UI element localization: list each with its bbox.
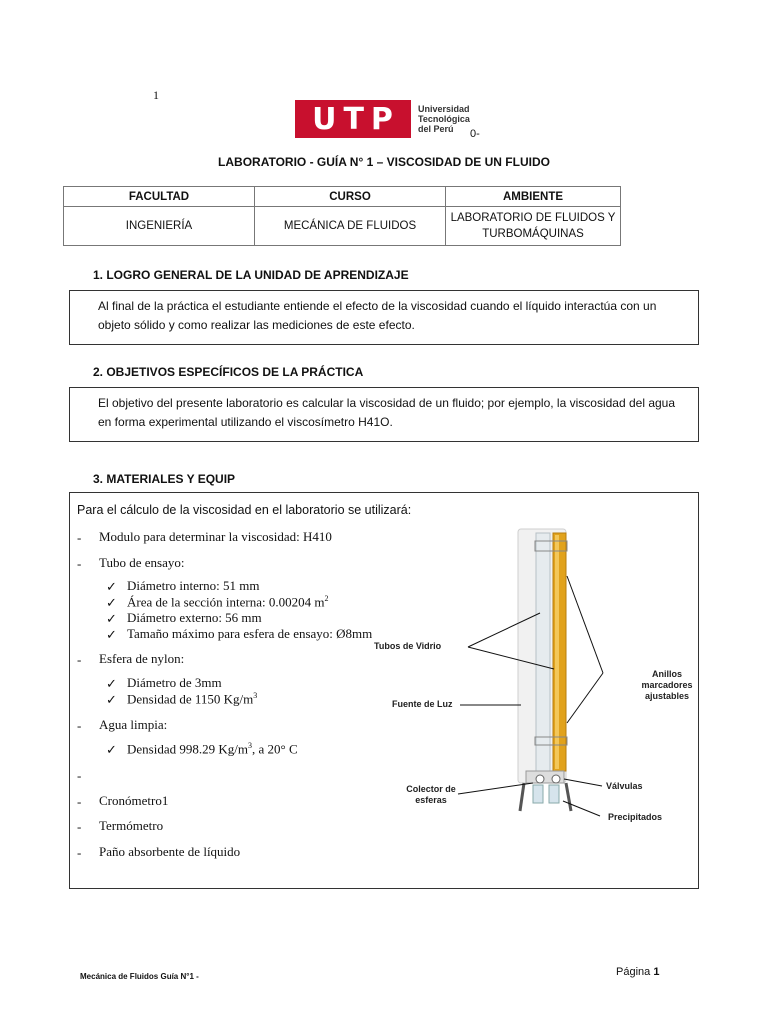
agua-sub-1: Densidad 998.29 $Kg/m^3$, a 20° C (127, 741, 298, 757)
glass-tube-oil (553, 533, 566, 771)
label-valvulas: Válvulas (606, 781, 643, 791)
label-tubos: Tubos de Vidrio (374, 641, 442, 651)
document-title: LABORATORIO - GUÍA N° 1 – VISCOSIDAD DE UN FLUIDO (218, 155, 550, 169)
header-ambiente: AMBIENTE (446, 187, 621, 207)
esfera-sub-1: Diámetro de 3mm (127, 675, 222, 690)
check-icon: ✓ (106, 579, 117, 594)
section1-box: Al final de la práctica el estudiante entiende el efecto de la viscosidad cuando el líquido interactúa con un objeto sólido y como realizar las mediciones de este efecto. (69, 290, 699, 345)
check-icon: ✓ (106, 595, 117, 610)
page-marker: 1 (153, 88, 159, 102)
label-precipitados: Precipitados (608, 812, 663, 822)
valve-right (552, 775, 560, 783)
footer-page: Página 1 (616, 966, 660, 978)
tubo-sub-2: Área de la sección interna: 0.00204 $m^2$ (127, 594, 329, 610)
section2-heading: 2. OBJETIVOS ESPECÍFICOS DE LA PRÁCTICA (93, 365, 364, 379)
header-curso: CURSO (255, 187, 446, 207)
tubo-sub-4: Tamaño máximo para esfera de ensayo: Ø8mm (127, 626, 373, 641)
cell-facultad: INGENIERÍA (64, 207, 255, 246)
esfera-sub-2: Densidad de 1150 $Kg/m^3$ (127, 691, 258, 707)
logo-suffix: 0- (470, 128, 480, 140)
item-esfera: Esfera de nylon: (99, 651, 185, 666)
materials-intro: Para el cálculo de la viscosidad en el laboratorio se utilizará: (77, 503, 412, 517)
table-row (64, 207, 621, 246)
check-icon: ✓ (106, 611, 117, 626)
label-fuente: Fuente de Luz (392, 699, 453, 709)
logo-university-name: Universidad Tecnológica del Perú (418, 104, 470, 134)
table-header-row (64, 187, 621, 207)
tube-highlight (555, 535, 559, 769)
header-facultad: FACULTAD (64, 187, 255, 207)
item-cronometro: Cronómetro1 (99, 793, 169, 808)
item-modulo: Modulo para determinar la viscosidad: H410 (99, 529, 332, 544)
check-icon: ✓ (106, 692, 117, 707)
item-tubo: Tubo de ensayo: (99, 555, 185, 570)
cell-curso: MECÁNICA DE FLUIDOS (255, 207, 446, 246)
logo-mark (295, 100, 411, 138)
stand-leg-left (520, 783, 524, 811)
item-pano: Paño absorbente de líquido (99, 844, 241, 859)
materials-box: Para el cálculo de la viscosidad en el laboratorio se utilizará: - Modulo para determinar la viscosidad: H410 - Tubo de ensayo: ✓ Diámetro interno: 51 mm ✓ Área de la sección interna: 0.00204 $m^2$ ✓ Diámetro externo: 56 mm ✓ Tamaño máximo para esfera de ensayo: Ø8mm - Esfera de nylon: ✓ Diámetro de 3mm ✓ Densidad de 1150 $Kg/m^3$ - Agua limpia: ✓ Densidad 998.29 $Kg/m^3$, a 20° C - - Cronómetro1 - Termómetro - Paño absorbente de líquido Tubos de Vidrio Anillos marcadores ajustables Fuente de Luz Válvulas Colector de esferas Precipitados (69, 492, 699, 889)
check-icon: ✓ (106, 676, 117, 691)
info-table (63, 186, 621, 246)
check-icon: ✓ (106, 627, 117, 642)
beaker-left (533, 785, 543, 803)
utp-logo (295, 100, 470, 138)
footer-course: Mecánica de Fluidos Guía N°1 - (80, 972, 199, 981)
label-anillos: Anillos marcadores ajustables (641, 669, 693, 701)
tubo-sub-1: Diámetro interno: 51 mm (127, 578, 260, 593)
section3-heading: 3. MATERIALES Y EQUIP (93, 472, 236, 486)
item-termometro: Termómetro (99, 818, 164, 833)
stand-leg-right (566, 783, 571, 811)
tubo-sub-3: Diámetro externo: 56 mm (127, 610, 262, 625)
section2-box: El objetivo del presente laboratorio es calcular la viscosidad de un fluido; por ejemplo, la viscosidad del agua en forma experimental utilizando el viscosímetro H41O. (69, 387, 699, 442)
cell-ambiente: LABORATORIO DE FLUIDOS Y TURBOMÁQUINAS (446, 207, 621, 246)
label-colector: Colector de esferas (406, 784, 456, 805)
valve-left (536, 775, 544, 783)
item-agua: Agua limpia: (99, 717, 168, 732)
section1-heading: 1. LOGRO GENERAL DE LA UNIDAD DE APRENDIZAJE (93, 268, 409, 282)
logo-letters: UTP (312, 101, 400, 137)
check-icon: ✓ (106, 742, 117, 757)
page-number: 1 (653, 966, 660, 978)
beaker-right (549, 785, 559, 803)
